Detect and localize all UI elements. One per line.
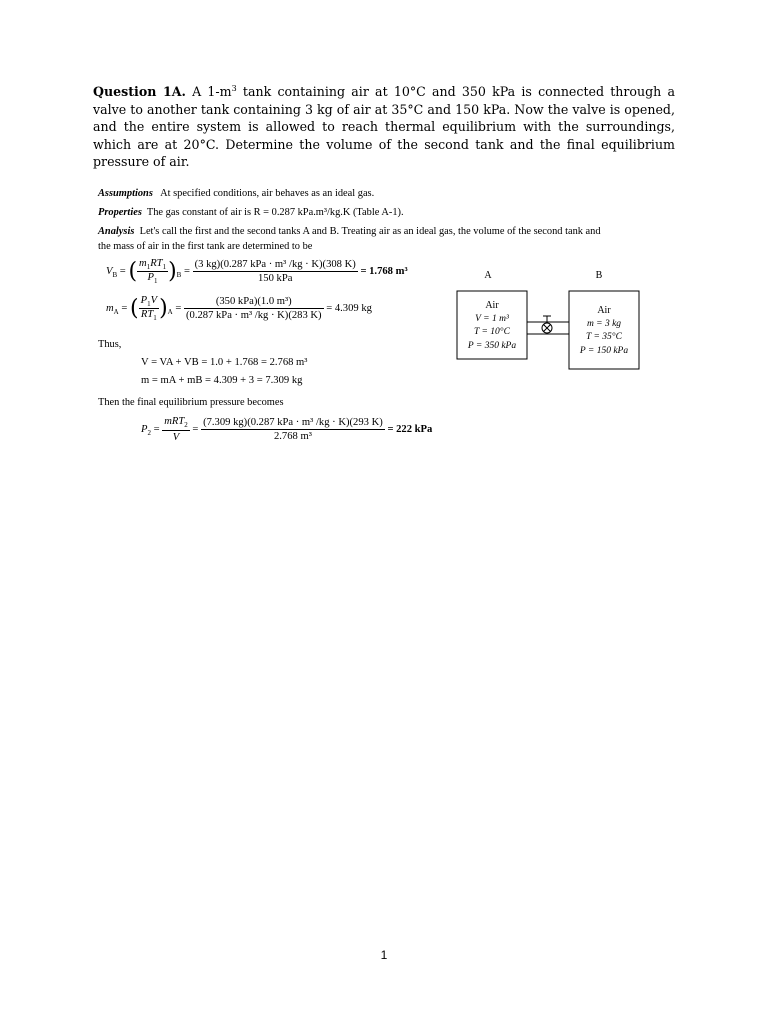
then-text: Then the final equilibrium pressure becomes <box>98 397 284 408</box>
tank-diagram <box>450 262 650 377</box>
tank-b-label: B <box>595 270 603 281</box>
equation-vb: $V_B$ = ( $\frac{m_1RT_1}{P_1}$ )$_B$ = $\frac{\text{(3 kg)(0.287 kPa · m³ /kg · K)(308 K)}}{\text{150 kPa}}$ = 1.768 m³ <box>106 258 408 286</box>
analysis-text-1: Let's call the first and the second tanks A and B. Treating air as an ideal gas, the volume of the second tank and <box>139 226 601 237</box>
question-body-2: tank containing air at 10°C and 350 kPa is connected through a valve to another tank containing 3 kg of air at 35°C and 150 kPa. Now the valve is opened, and the entire system is allowed to reach thermal equilibrium with the surroundings, which are at 20°C. Determine the volume of the second tank and the final equilibrium pressure of air. <box>93 84 675 170</box>
assumptions-text: At specified conditions, air behaves as an ideal gas. <box>160 188 375 199</box>
question-label: Question 1A. <box>93 84 186 99</box>
equation-m-total: m = mA + mB = 4.309 + 3 = 7.309 kg <box>141 375 303 386</box>
tank-b-line-1: Air <box>597 305 611 316</box>
equation-v-total: V = VA + VB = 1.0 + 1.768 = 2.768 m³ <box>141 357 308 368</box>
properties-line <box>98 207 404 218</box>
page-number: 1 <box>380 948 388 962</box>
tank-b-line-2: m = 3 kg <box>586 319 622 329</box>
eq1-numerator: (3 kg)(0.287 kPa · m³ /kg · K)(308 K) <box>194 259 356 271</box>
eq5-numerator: (7.309 kg)(0.287 kPa · m³ /kg · K)(293 K) <box>203 417 383 429</box>
tank-a-label: A <box>484 270 492 281</box>
analysis-label: Analysis <box>98 226 135 237</box>
tank-a-line-2: V = 1 m³ <box>475 314 509 324</box>
eq5-denominator: 2.768 m³ <box>273 431 312 443</box>
analysis-line-2 <box>98 241 312 252</box>
tank-a-line-1: Air <box>485 300 499 311</box>
assumptions-line <box>98 188 374 199</box>
eq2-result: = 4.309 kg <box>326 303 372 315</box>
thus-text: Thus, <box>98 339 122 350</box>
eq2-denominator: (0.287 kPa · m³ /kg · K)(283 K) <box>186 310 322 322</box>
tank-a-line-3: T = 10°C <box>474 327 510 337</box>
equation-ma: $m_A$ = ( $\frac{P_1V}{RT_1}$ )$_A$ = $\frac{\text{(350 kPa)(1.0 m³)}}{\text{(0.287 kPa · m³ /kg · K)(283 K)}}$ = 4.309 kg <box>106 295 372 323</box>
valve-icon <box>542 316 552 333</box>
analysis-line <box>98 226 601 237</box>
question-sup: 3 <box>231 83 237 93</box>
eq2-numerator: (350 kPa)(1.0 m³) <box>184 296 324 309</box>
tank-b-line-3: T = 35°C <box>586 332 622 342</box>
eq1-denominator: 150 kPa <box>257 273 293 285</box>
properties-label: Properties <box>98 207 142 218</box>
eq5-result: = 222 kPa <box>387 424 433 435</box>
equation-p2: $P_2$ = $\frac{mRT_2}{V}$ = $\frac{\text{(7.309 kg)(0.287 kPa · m³ /kg · K)(293 K)}}{\text{2.768 m³}}$ = 222 kPa <box>141 416 433 444</box>
analysis-text-2: the mass of air in the first tank are determined to be <box>98 241 313 252</box>
properties-text: The gas constant of air is R = 0.287 kPa.m³/kg.K (Table A-1). <box>146 207 404 218</box>
tank-a-line-4: P = 350 kPa <box>467 341 517 351</box>
tank-b-line-4: P = 150 kPa <box>579 346 629 356</box>
question-body-1: A 1-m <box>185 84 232 99</box>
eq1-result: = 1.768 m³ <box>360 266 408 278</box>
tank-b <box>569 291 639 369</box>
question-text <box>93 83 675 171</box>
assumptions-label: Assumptions <box>98 188 153 199</box>
